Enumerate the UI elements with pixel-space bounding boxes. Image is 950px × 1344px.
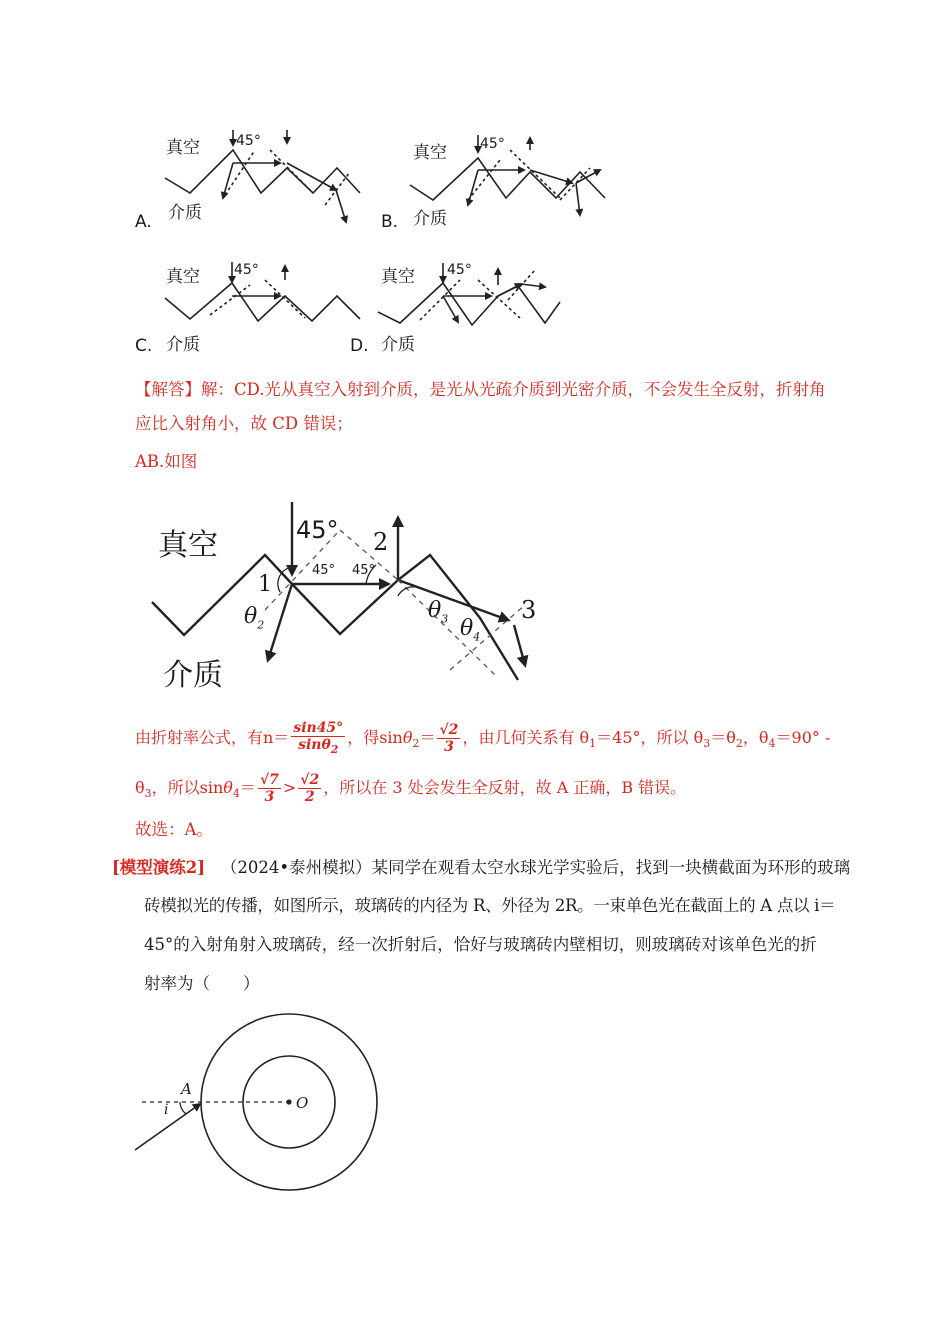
conclusion: 故选：A。 (135, 820, 213, 839)
fraction-root2-over-2: $\frac{√2}{2}$ (300, 772, 320, 805)
angle-i-label: i (164, 1102, 169, 1118)
option-b-letter[interactable]: B. (381, 212, 399, 232)
fraction-sin-theta4: $\frac{√7}{3}$ (259, 772, 279, 805)
formula-line-1: 由折射率公式，有n＝ $\frac{\sin 45^\circ}{\sin\theta_2}$ ，得sinθ$_2$＝ $\frac{√2}{3}$ ，由几何关系有 $\theta_1=45^\circ$，所以 $\theta_3=\theta_2$，$\theta_4=90^\circ$ - (135, 719, 831, 756)
option-a-angle-label: 45° (236, 133, 261, 149)
problem-line-1: [模型演练2] （2024•泰州模拟）某同学在观看太空水球光学实验后，找到一块横截面为环形的玻璃 (112, 858, 851, 877)
option-d-angle-label: 45° (447, 262, 472, 278)
option-diagrams (0, 0, 950, 360)
fig-point-1: 1 (258, 572, 272, 597)
option-d-letter[interactable]: D. (350, 336, 369, 356)
problem-line-2: 砖模拟光的传播，如图所示，玻璃砖的内径为 R、外径为 2R。一束单色光在截面上的 A 点以 i＝ (144, 896, 836, 915)
center-point (286, 1099, 291, 1104)
point-a-label: A (181, 1080, 192, 1098)
fraction-sin-theta2: $\frac{√2}{3}$ (439, 722, 459, 755)
fig-theta-3: $\theta_3$ (428, 598, 449, 626)
problem-line-3: 45°的入射角射入玻璃砖，经一次折射后，恰好与玻璃砖内壁相切，则玻璃砖对该单色光的折 (144, 935, 817, 954)
answer-line-1: 【解答】解：CD.光从真空入射到介质，是光从光疏介质到光密介质，不会发生全反射，折射角 (135, 380, 826, 399)
fig-theta-2: $\theta_2$ (244, 604, 265, 632)
option-b-angle-label: 45° (480, 136, 505, 152)
option-c-angle-label: 45° (234, 262, 259, 278)
fig-angle-45-small-1: 45° (312, 563, 336, 578)
option-d-vacuum-label: 真空 (381, 267, 415, 287)
fig-vacuum-label: 真空 (158, 528, 218, 563)
fig-angle-45-small-2: 45° (352, 563, 376, 578)
option-b-vacuum-label: 真空 (413, 143, 447, 163)
option-c-vacuum-label: 真空 (166, 267, 200, 287)
fig-point-3: 3 (521, 596, 537, 624)
answer-line-2: 应比入射角小，故 CD 错误； (135, 414, 353, 433)
fig-angle-45: 45° (296, 516, 339, 544)
center-o-label: O (296, 1094, 309, 1112)
fig-point-2: 2 (373, 528, 389, 556)
option-d-medium-label: 介质 (381, 335, 415, 355)
problem-line-4: 射率为（ ） (144, 974, 260, 993)
problem-tag: [模型演练2] (112, 858, 206, 877)
fig-theta-4: $\theta_4$ (460, 616, 481, 644)
option-a-vacuum-label: 真空 (166, 138, 200, 158)
fig-medium-label: 介质 (163, 658, 223, 693)
option-a-letter[interactable]: A. (135, 212, 152, 232)
answer-line-3: AB.如图 (135, 452, 198, 471)
formula-line-2: $\theta_3$，所以sinθ$_4$＝ $\frac{√7}{3}$ > $\frac{√2}{2}$ ，所以在 3 处会发生全反射，故 A 正确，B 错误。 (135, 772, 687, 805)
option-c-letter[interactable]: C. (135, 336, 153, 356)
fraction-n: $\frac{\sin 45^\circ}{\sin\theta_2}$ (293, 719, 344, 756)
option-a-medium-label: 介质 (168, 203, 202, 223)
answer-tag: 【解答】 (135, 380, 201, 399)
option-c-medium-label: 介质 (166, 335, 200, 355)
option-b-medium-label: 介质 (413, 209, 447, 229)
ring-figure (130, 1012, 400, 1212)
